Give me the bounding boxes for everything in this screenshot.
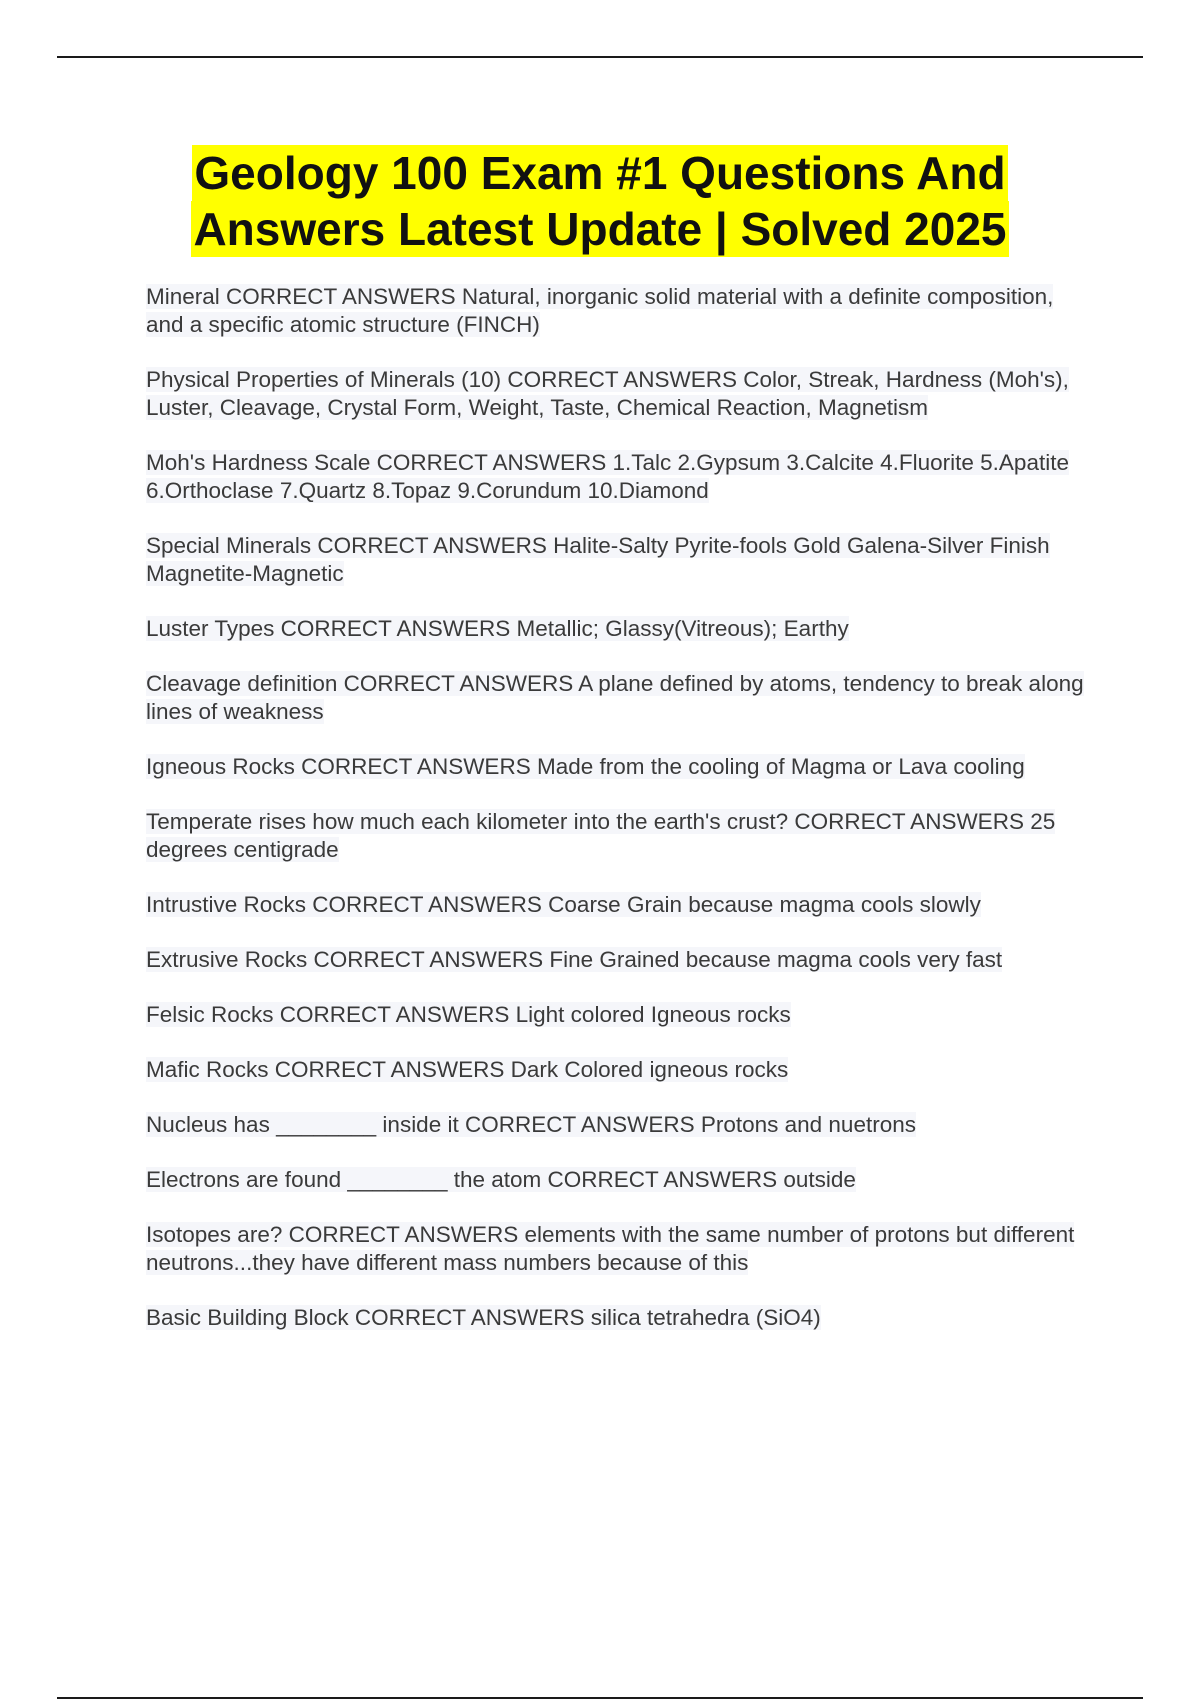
qa-item-text: Felsic Rocks CORRECT ANSWERS Light colored Igneous rocks <box>146 1002 791 1027</box>
qa-item-text: Cleavage definition CORRECT ANSWERS A plane defined by atoms, tendency to break along lines of weakness <box>146 671 1084 724</box>
qa-item-text: Luster Types CORRECT ANSWERS Metallic; Glassy(Vitreous); Earthy <box>146 616 849 641</box>
qa-item-text: Mineral CORRECT ANSWERS Natural, inorganic solid material with a definite composition, and a specific atomic structure (FINCH) <box>146 284 1054 337</box>
qa-item <box>146 449 1096 505</box>
qa-item-text: Temperate rises how much each kilometer into the earth's crust? CORRECT ANSWERS 25 degrees centigrade <box>146 809 1056 862</box>
qa-item <box>146 1304 1096 1332</box>
qa-item-text: Intrustive Rocks CORRECT ANSWERS Coarse Grain because magma cools slowly <box>146 892 981 917</box>
qa-item-text: Electrons are found ________ the atom CORRECT ANSWERS outside <box>146 1167 856 1192</box>
qa-item-text: Moh's Hardness Scale CORRECT ANSWERS 1.Talc 2.Gypsum 3.Calcite 4.Fluorite 5.Apatite 6.Orthoclase 7.Quartz 8.Topaz 9.Corundum 10.Diamond <box>146 450 1069 503</box>
qa-item <box>146 946 1096 974</box>
qa-item <box>146 670 1096 726</box>
qa-item <box>146 1166 1096 1194</box>
qa-item <box>146 1001 1096 1029</box>
qa-item <box>146 1221 1096 1277</box>
top-divider <box>57 56 1143 58</box>
title-line-1: Geology 100 Exam #1 Questions And <box>194 147 1006 199</box>
qa-item-text: Basic Building Block CORRECT ANSWERS silica tetrahedra (SiO4) <box>146 1305 821 1330</box>
qa-item-text: Isotopes are? CORRECT ANSWERS elements with the same number of protons but different neutrons...they have different mass numbers because of this <box>146 1222 1075 1275</box>
qa-item <box>146 615 1096 643</box>
qa-item <box>146 808 1096 864</box>
qa-list <box>146 283 1096 1359</box>
document-title <box>191 145 1008 257</box>
qa-item <box>146 532 1096 588</box>
qa-item <box>146 753 1096 781</box>
qa-item-text: Mafic Rocks CORRECT ANSWERS Dark Colored igneous rocks <box>146 1057 789 1082</box>
qa-item-text: Special Minerals CORRECT ANSWERS Halite-Salty Pyrite-fools Gold Galena-Silver Finish Magnetite-Magnetic <box>146 533 1050 586</box>
title-line-2: Answers Latest Update | Solved 2025 <box>193 203 1007 255</box>
qa-item-text: Physical Properties of Minerals (10) CORRECT ANSWERS Color, Streak, Hardness (Moh's), Luster, Cleavage, Crystal Form, Weight, Taste, Chemical Reaction, Magnetism <box>146 367 1069 420</box>
bottom-divider <box>57 1697 1143 1699</box>
qa-item-text: Nucleus has ________ inside it CORRECT ANSWERS Protons and nuetrons <box>146 1112 916 1137</box>
qa-item <box>146 1056 1096 1084</box>
title-container <box>0 145 1200 257</box>
qa-item <box>146 891 1096 919</box>
qa-item-text: Igneous Rocks CORRECT ANSWERS Made from the cooling of Magma or Lava cooling <box>146 754 1025 779</box>
qa-item <box>146 366 1096 422</box>
qa-item <box>146 283 1096 339</box>
qa-item <box>146 1111 1096 1139</box>
qa-item-text: Extrusive Rocks CORRECT ANSWERS Fine Grained because magma cools very fast <box>146 947 1003 972</box>
